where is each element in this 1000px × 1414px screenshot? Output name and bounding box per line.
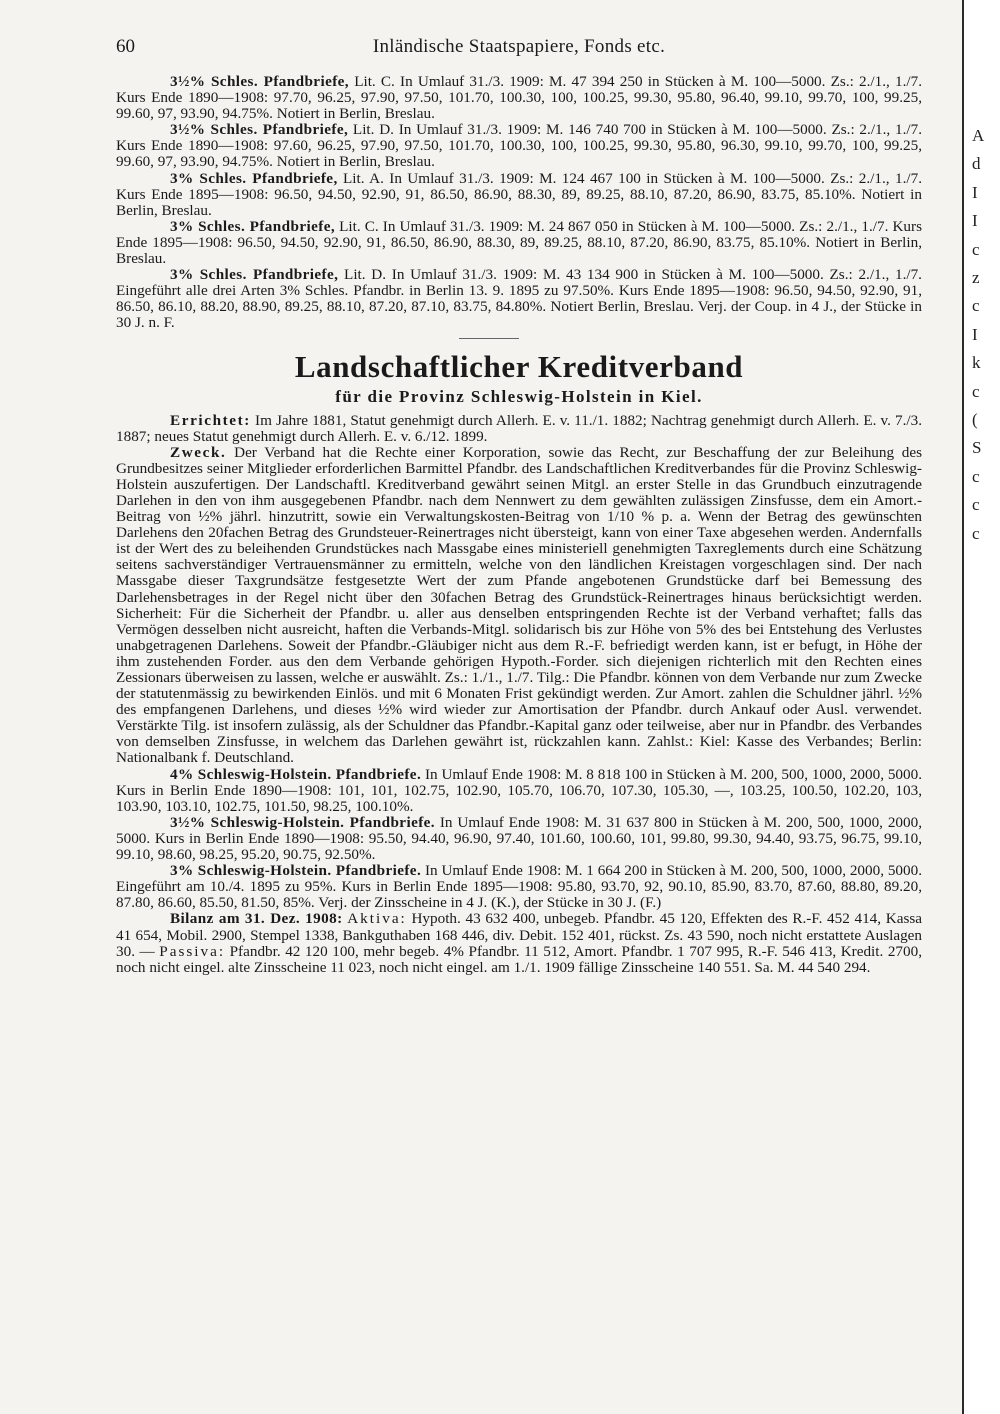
aktiva-label: Aktiva: bbox=[347, 910, 407, 928]
adjacent-page-letters: A d I I c z c I k c ( S c c c bbox=[972, 126, 985, 543]
running-head bbox=[116, 36, 922, 64]
aktiva-text: Hypoth. 43 632 400, unbegeb. Pfandbr. 45 120, Effekten des R.-F. 452 414, Kassa 41 654, Mobil. 2900, Stempel 1338, Bankguthaben 168 446, div. Debit. 152 401, rückst. Zs. 43 590, noch nicht erstattete Auslagen 30. — bbox=[116, 910, 923, 960]
entry-lead: 3½% Schleswig-Holstein. Pfandbriefe. bbox=[170, 813, 436, 831]
errichtet-text: Im Jahre 1881, Statut genehmigt durch Allerh. E. v. 11./1. 1882; Nachtrag genehmigt durch Allerh. E. v. 7./3. 1887; neues Statut genehmigt durch Allerh. E. v. 6./12. 1899. bbox=[116, 411, 922, 445]
zweck-label: Zweck. bbox=[170, 443, 227, 461]
passiva-text: Pfandbr. 42 120 100, mehr begeb. 4% Pfandbr. 11 512, Amort. Pfandbr. 1 707 995, R.-F. 546 413, Kredit. 2700, noch nicht eingel. alte Zinsscheine 11 023, noch nicht eingel. am 1./1. 1909 fällige Zinsscheine 140 551. Sa. M. 44 540 294. bbox=[116, 942, 923, 976]
entry-lead: 3½% Schles. Pfandbriefe, bbox=[170, 121, 349, 139]
entry-schles-3-lit-a bbox=[116, 171, 922, 219]
section-subtitle: für die Provinz Schleswig-Holstein in Kiel. bbox=[335, 386, 703, 406]
entry-text: Lit. C. In Umlauf 31./3. 1909: M. 24 867 050 in Stücken à M. 100—5000. Zs.: 2./1., 1./7. Kurs Ende 1895—1908: 96.50, 94.50, 92.90, 91, 86.50, 86.90, 88.30, 89, 89.25, 88.10, 87.20, 86.90, 83.75, 85.10%. Notiert in Berlin, Breslau. bbox=[116, 217, 922, 268]
entry-text: Lit. D. In Umlauf 31./3. 1909: M. 146 740 700 in Stücken à M. 100—5000. Zs.: 2./1., 1./7. Kurs Ende 1890—1908: 97.60, 96.25, 97.90, 97.50, 101.70, 100.30, 100, 100.25, 99.30, 95.80, 96.30, 99.10, 99.70, 100, 99.25, 99.60, 97, 93.90, 94.75%. Notiert in Berlin, Breslau. bbox=[116, 121, 922, 171]
zweck-text: Der Verband hat die Rechte einer Korporation, sowie das Recht, zur Beschaffung der zur Beleihung des Grundbesitzes seiner Mitglieder erforderlichen Barmittel Pfandbr. des Landschaftlichen Kreditverbandes für die Provinz Schleswig-Holstein auszufertigen. Der Landschaftl. Kreditverband gewährt seinen Mitgl. an erster Stelle in das Grundbuch einzutragende Darlehen in den von ihm ausgegebenen Pfandbr. nach dem Nennwert zu dem gewählten zulässigen Zinsfusse, dem ein Amort.-Beitrag von ½% jährl. hinzutritt, sowie ein Verwaltungskosten-Beitrag von 1/10 % p. a. Wenn der Betrag des gewünschten Darlehens den 20fachen Betrag des Grundsteuer-Reinertrages nicht übersteigt, kann von einer Taxe abgesehen werden. Andernfalls ist der Wert des zu beleihenden Grundstückes nach Massgabe eines ministeriell genehmigten Taxreglements durch eine Schätzung seitens sachverständiger Vertrauensmänner zu ermitteln, welche von den ländlichen Kreistagen vorgeschlagen sind. Der nach Massgabe dieser Taxgrundsätze festgesetzte Wert der zum Pfande angebotenen Grundstücke darf bei Bemessung des Darlehensbetrages in der Regel nicht über den 30fachen Betrag des Grundstück-Reinertrages hinaus berücksichtigt werden. Sicherheit: Für die Sicherheit der Pfandbr. u. aller aus denselben entspringenden Rechte ist der Verband verhaftet; falls das Vermögen desselben nicht ausreicht, haften die Verbands-Mitgl. solidarisch bis zur Höhe von 5% des bei Entstehung des Verlustes unabgetragenen Darlehens. Soweit der Pfandbr.-Gläubiger nicht aus dem R.-F. befriedigt werden kann, ist er befugt, in Höhe der ihm zustehenden Forder. aus den dem Verbande gehörigen Hypoth.-Forder. sich diejenigen richterlich mit den Rechten eines Zessionars überweisen zu lassen, welche er auswählt. Zs.: 1./1., 1./7. Tilg.: Die Pfandbr. können von dem Verbande nur zum Zwecke der statutenmässig zu bewirkenden Einlös. und mit 6 Monaten Frist gekündigt werden. Zur Amort. zahlen die Schuldner jährl. ½% des empfangenen Darlehens, und dieses ½% wird wieder zur Amortisation der Pfandbr. durch Ankauf oder Ausl. verwendet. Verstärkte Tilg. ist insofern zulässig, als der Schuldner das Pfandbr.-Kapital ganz oder teilweise, aber nur in Pfandbr. des Verbandes von demselben Zinsfusse, in welchem das Darlehen gewährt ist, rückzahlen kann. Zahlst.: Kiel: Kasse des Verbandes; Berlin: Nationalbank f. Deutschland. bbox=[116, 443, 922, 767]
entry-sh-4 bbox=[116, 767, 922, 815]
section-title: Landschaftlicher Kreditverband bbox=[294, 348, 744, 384]
entry-lead: 3% Schles. Pfandbriefe, bbox=[170, 217, 336, 235]
section-divider bbox=[459, 338, 519, 339]
entry-schles-3-5-lit-c bbox=[116, 74, 922, 122]
entry-lead: 4% Schleswig-Holstein. Pfandbriefe. bbox=[170, 765, 422, 783]
paragraph-zweck bbox=[116, 445, 922, 767]
bilanz-lead: Bilanz am 31. Dez. 1908: bbox=[170, 910, 343, 928]
text-column bbox=[116, 74, 922, 976]
page-number: 60 bbox=[116, 36, 135, 57]
entry-text: Lit. C. In Umlauf 31./3. 1909: M. 47 394 250 in Stücken à M. 100—5000. Zs.: 2./1., 1./7. Kurs Ende 1890—1908: 97.70, 96.25, 97.90, 97.50, 101.70, 100.30, 100, 100.25, 99.30, 95.80, 96.40, 99.10, 99.70, 100, 99.25, 99.60, 97, 93.90, 94.75%. Notiert in Berlin, Breslau. bbox=[116, 73, 923, 123]
entry-text: Lit. A. In Umlauf 31./3. 1909: M. 124 467 100 in Stücken à M. 100—5000. Zs.: 2./1., 1./7. Kurs Ende 1895—1908: 96.50, 94.50, 92.90, 91, 86.50, 86.90, 88.30, 89, 89.25, 88.10, 87.20, 86.90, 83.75, 85.10%. Notiert in Berlin, Breslau. bbox=[116, 169, 922, 219]
entry-text: In Umlauf Ende 1908: M. 31 637 800 in Stücken à M. 200, 500, 1000, 2000, 5000. Kurs in Berlin Ende 1890—1908: 95.50, 94.40, 96.90, 97.40, 101.60, 100.60, 101, 99.80, 99.30, 94.40, 93.75, 96.75, 99.10, 99.10, 98.60, 98.25, 95.20, 90.75, 92.50%. bbox=[116, 813, 923, 864]
entry-lead: 3½% Schles. Pfandbriefe, bbox=[170, 73, 350, 90]
entry-sh-3 bbox=[116, 863, 922, 911]
entry-text: In Umlauf Ende 1908: M. 1 664 200 in Stücken à M. 200, 500, 1000, 2000, 5000. Eingeführt am 10./4. 1895 zu 95%. Kurs in Berlin Ende 1895—1908: 95.80, 93.70, 92, 90.10, 85.90, 83.70, 87.60, 88.80, 89.20, 87.80, 86.60, 85.50, 81.50, 85%. Verj. der Zinsscheine in 4 J. (K.), der Stücke in 30 J. (F.) bbox=[116, 862, 922, 912]
entry-schles-3-lit-d bbox=[116, 267, 922, 331]
entry-lead: 3% Schles. Pfandbriefe, bbox=[170, 266, 339, 284]
entry-text: In Umlauf Ende 1908: M. 8 818 100 in Stücken à M. 200, 500, 1000, 2000, 5000. Kurs in Berlin Ende 1890—1908: 101, 101, 102.75, 102.90, 105.70, 106.70, 107.30, 105.30, —, 103.25, 100.50, 102.20, 103, 103.90, 103.10, 102.75, 101.50, 98.25, 100.10%. bbox=[116, 765, 922, 815]
entry-text: Lit. D. In Umlauf 31./3. 1909: M. 43 134 900 in Stücken à M. 100—5000. Zs.: 2./1., 1./7. Eingeführt alle drei Arten 3% Schles. Pfandbr. in Berlin 13. 9. 1895 zu 97.50%. Kurs Ende 1895—1908: 96.50, 94.50, 92.90, 91, 86.50, 86.10, 88.20, 88.90, 89.25, 88.10, 87.20, 87.10, 83.75, 84.80%. Notiert Berlin, Breslau. Verj. der Coup. in 4 J., der Stücke in 30 J. n. F. bbox=[116, 266, 922, 332]
paragraph-errichtet bbox=[116, 413, 922, 445]
entry-lead: 3% Schleswig-Holstein. Pfandbriefe. bbox=[170, 862, 422, 880]
paragraph-bilanz bbox=[116, 911, 922, 975]
running-title: Inländische Staatspapiere, Fonds etc. bbox=[372, 36, 666, 57]
entry-sh-3-5 bbox=[116, 815, 922, 863]
passiva-label: Passiva: bbox=[159, 942, 226, 960]
errichtet-label: Errichtet: bbox=[170, 411, 251, 429]
entry-schles-3-5-lit-d bbox=[116, 122, 922, 170]
entry-lead: 3% Schles. Pfandbriefe, bbox=[170, 169, 338, 187]
entry-schles-3-lit-c bbox=[116, 219, 922, 267]
